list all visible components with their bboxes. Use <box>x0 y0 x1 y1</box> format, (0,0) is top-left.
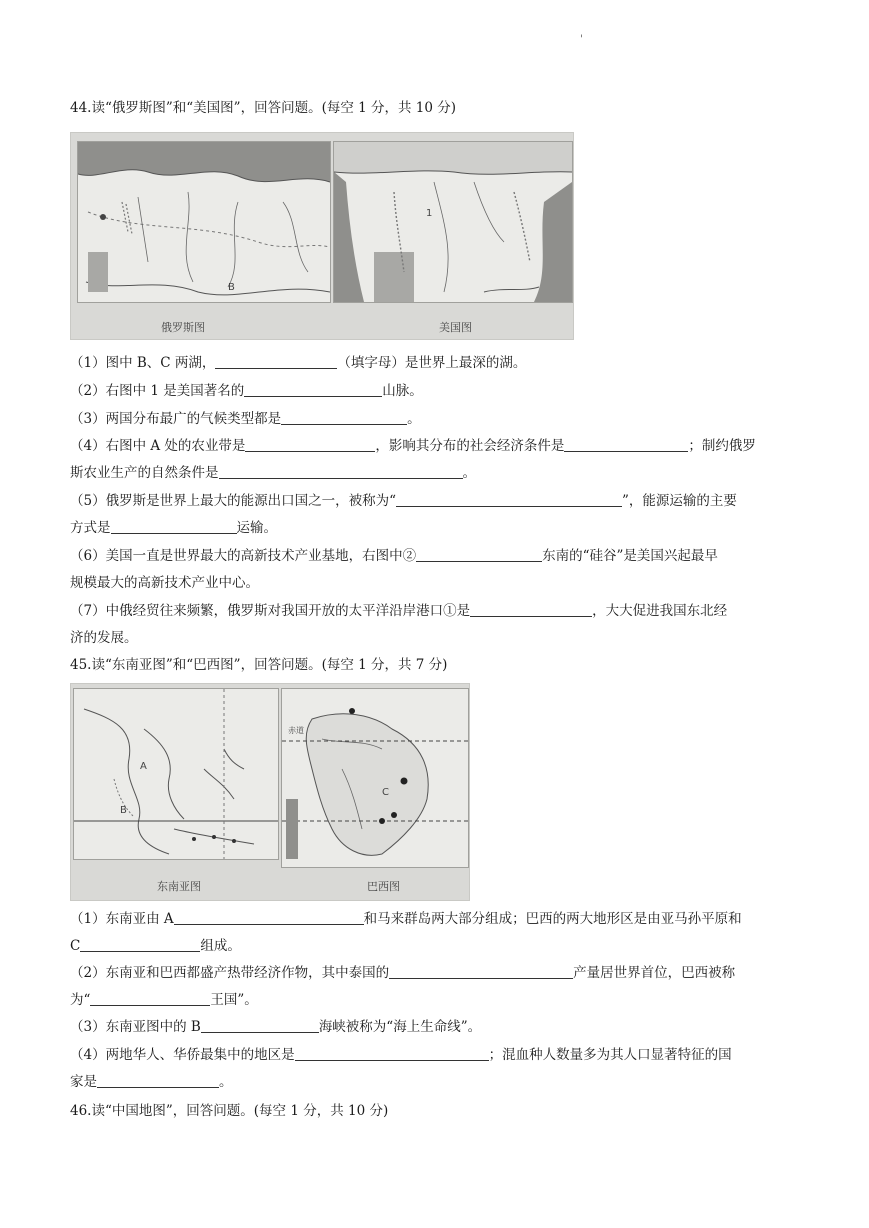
southeast-asia-map <box>73 688 279 860</box>
answer-blank[interactable] <box>201 1018 319 1033</box>
q44-heading: 44.读“俄罗斯图”和“美国图”，回答问题。(每空 1 分，共 10 分) <box>70 100 457 116</box>
answer-blank[interactable] <box>389 964 573 979</box>
russia-map-caption: 俄罗斯图 <box>161 321 205 334</box>
q44-item-4-cont: 斯农业生产的自然条件是 。 <box>70 465 476 481</box>
answer-blank[interactable] <box>470 602 592 617</box>
q44-item-7: （7）中俄经贸往来频繁，俄罗斯对我国开放的太平洋沿岸港口①是 ，大大促进我国东北经 <box>70 603 728 619</box>
answer-blank[interactable] <box>219 464 463 479</box>
usa-map-caption: 美国图 <box>439 321 472 334</box>
q45-item-3: （3）东南亚图中的 B 海峡被称为“海上生命线”。 <box>70 1019 482 1035</box>
answer-blank[interactable] <box>245 437 375 452</box>
q44-item-1: （1）图中 B、C 两湖， （填字母）是世界上最深的湖。 <box>70 355 527 371</box>
brazil-label-c: C <box>382 787 389 798</box>
answer-blank[interactable] <box>80 937 200 952</box>
answer-blank[interactable] <box>396 492 622 507</box>
q44-item-5: （5）俄罗斯是世界上最大的能源出口国之一，被称为“ ”，能源运输的主要 <box>70 493 737 509</box>
q44-item-3: （3）两国分布最广的气候类型都是 。 <box>70 411 421 427</box>
q45-heading: 45.读“东南亚图”和“巴西图”，回答问题。(每空 1 分，共 7 分) <box>70 657 448 673</box>
q45-item-1: （1）东南亚由 A 和马来群岛两大部分组成；巴西的两大地形区是由亚马孙平原和 <box>70 911 742 927</box>
answer-blank[interactable] <box>244 382 382 397</box>
answer-blank[interactable] <box>564 437 688 452</box>
q44-item-6: （6）美国一直是世界最大的高新技术产业基地，右图中② 东南的“硅谷”是美国兴起最早 <box>70 548 718 564</box>
brazil-map <box>281 688 469 868</box>
q44-item-6-cont: 规模最大的高新技术产业中心。 <box>70 575 259 591</box>
q45-item-2: （2）东南亚和巴西都盛产热带经济作物，其中泰国的 产量居世界首位，巴西被称 <box>70 965 736 981</box>
russia-label-b: B <box>228 282 235 293</box>
q44-item-4: （4）右图中 A 处的农业带是 ，影响其分布的社会经济条件是 ；制约俄罗 <box>70 438 756 454</box>
answer-blank[interactable] <box>416 547 542 562</box>
usa-label-1: 1 <box>426 208 433 219</box>
q45-item-4: （4）两地华人、华侨最集中的地区是 ；混血种人数量多为其人口显著特征的国 <box>70 1047 732 1063</box>
q45-item-4-cont: 家是 。 <box>70 1074 233 1090</box>
usa-map <box>333 141 573 303</box>
answer-blank[interactable] <box>281 410 407 425</box>
answer-blank[interactable] <box>111 519 237 534</box>
q45-figure <box>70 683 470 901</box>
q44-item-5-cont: 方式是 运输。 <box>70 520 277 536</box>
sea-label-b: B <box>120 805 127 816</box>
answer-blank[interactable] <box>174 910 364 925</box>
page-mark: ' <box>580 34 583 45</box>
southeast-asia-caption: 东南亚图 <box>157 880 201 893</box>
sea-label-a: A <box>140 761 147 772</box>
q44-item-2: （2）右图中 1 是美国著名的 山脉。 <box>70 383 423 399</box>
answer-blank[interactable] <box>90 991 210 1006</box>
answer-blank[interactable] <box>97 1073 219 1088</box>
q46-heading: 46.读“中国地图”，回答问题。(每空 1 分，共 10 分) <box>70 1103 389 1119</box>
q45-item-1-cont: C 组成。 <box>70 938 241 954</box>
brazil-label-equator: 赤道 <box>288 726 304 735</box>
q44-figure <box>70 132 574 340</box>
q45-item-2-cont: 为“ 王国”。 <box>70 992 258 1008</box>
answer-blank[interactable] <box>295 1046 489 1061</box>
russia-map <box>77 141 331 303</box>
q44-item-7-cont: 济的发展。 <box>70 630 138 646</box>
answer-blank[interactable] <box>215 354 337 369</box>
brazil-caption: 巴西图 <box>367 880 400 893</box>
